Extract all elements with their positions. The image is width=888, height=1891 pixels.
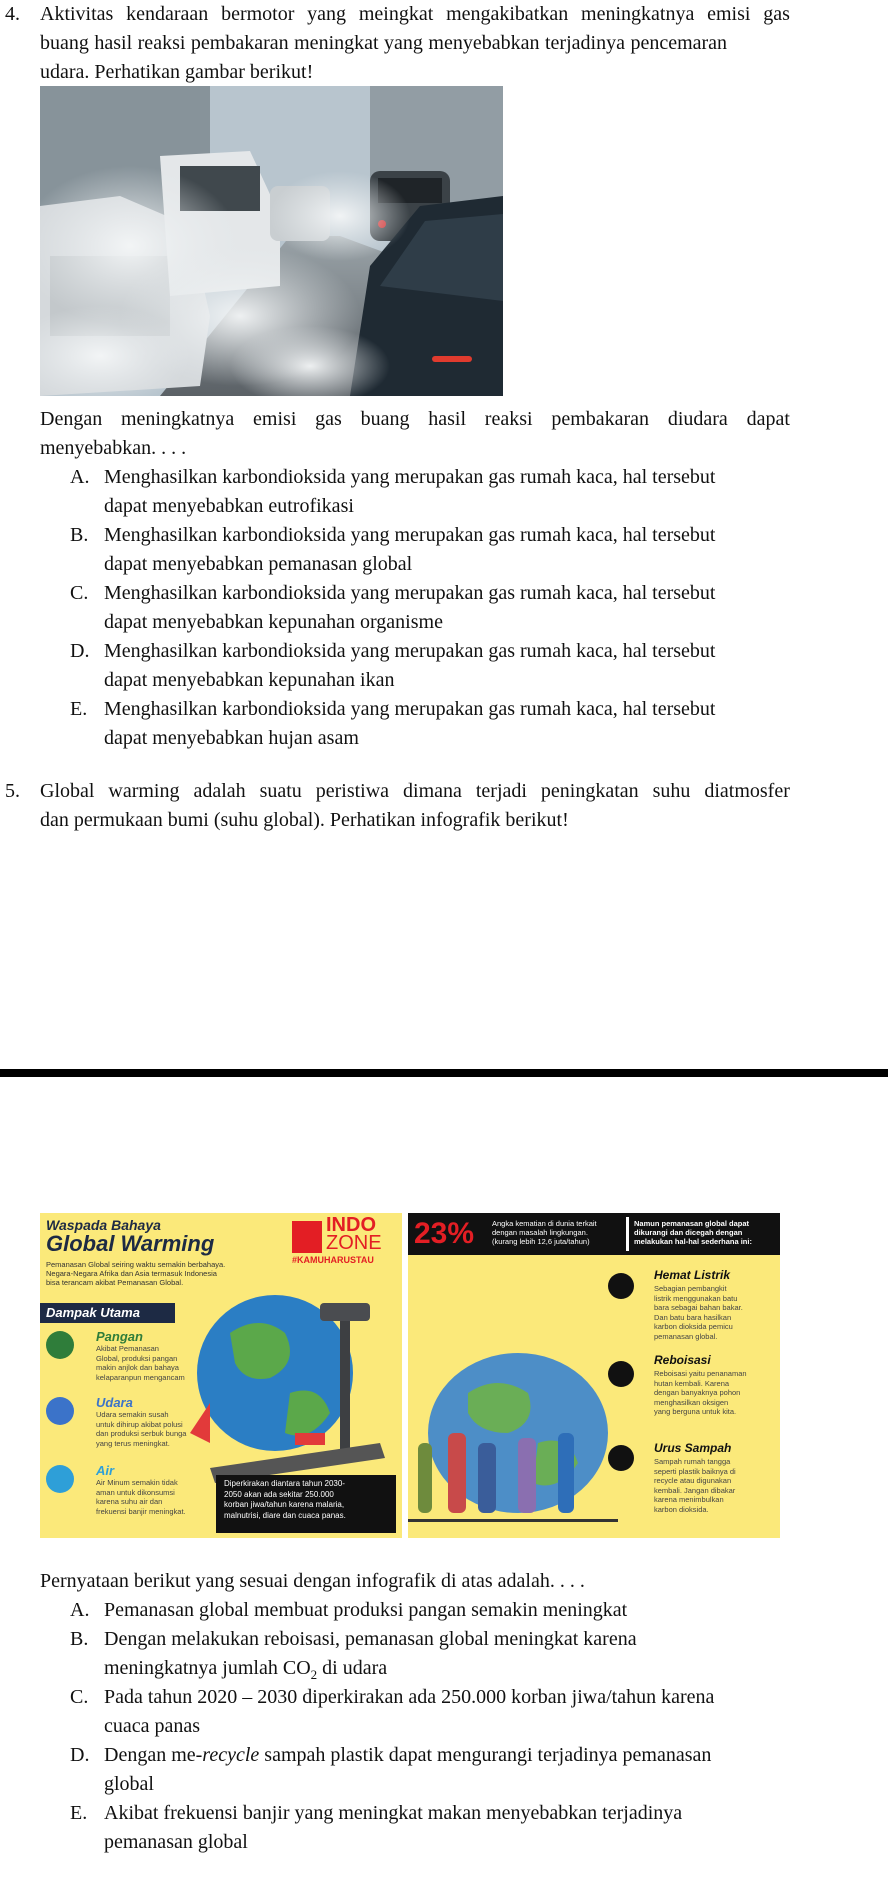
cloud-icon xyxy=(46,1397,74,1425)
impact-title: Udara xyxy=(96,1395,133,1410)
option-text: Dengan melakukan reboisasi, pemanasan global meningkat karena xyxy=(104,1628,637,1650)
q4-stem-line-2: menyebabkan. . . . xyxy=(40,437,187,459)
option-text: Menghasilkan karbondioksida yang merupakan gas rumah kaca, hal tersebut xyxy=(104,466,716,488)
option-text-cont: dapat menyebabkan eutrofikasi xyxy=(104,495,354,517)
lightning-icon xyxy=(608,1273,634,1299)
solution-desc: Reboisasi yaitu penanaman hutan kembali. Karena dengan banyaknya pohon menghasilkan oksigen yang berguna untuk kita. xyxy=(654,1369,747,1416)
option-text: Pemanasan global membuat produksi pangan semakin meningkat xyxy=(104,1599,628,1621)
q4-stem-line-1: Dengan meningkatnya emisi gas buang hasil reaksi pembakaran diudara dapat xyxy=(40,408,790,430)
impact-desc: Akibat Pemanasan Global, produksi pangan makin anjlok dan bahaya kelaparanpun mengancam xyxy=(96,1344,185,1382)
option-text: Menghasilkan karbondioksida yang merupakan gas rumah kaca, hal tersebut xyxy=(104,582,716,604)
lead-line-2: Negara-Negara Afrika dan Asia termasuk Indonesia xyxy=(46,1269,217,1278)
car-exhaust-photo xyxy=(40,86,503,396)
infographic-left-panel xyxy=(40,1213,402,1538)
indozone-logo-icon xyxy=(292,1221,322,1253)
water-drop-icon xyxy=(46,1465,74,1493)
solution-desc: Sebagian pembangkit listrik menggunakan batu bara sebagai bahan bakar. Dan batu bara hasilkan karbon dioksida pemicu pemanasan global. xyxy=(654,1284,743,1341)
option-text: Dengan me-recycle sampah plastik dapat mengurangi terjadinya pemanasan xyxy=(104,1744,712,1766)
option-text-cont: dapat menyebabkan kepunahan organisme xyxy=(104,611,443,633)
option-text: Akibat frekuensi banjir yang meningkat makan menyebabkan terjadinya xyxy=(104,1802,683,1824)
option-text: Menghasilkan karbondioksida yang merupakan gas rumah kaca, hal tersebut xyxy=(104,524,716,546)
info-title: Global Warming xyxy=(46,1231,215,1256)
option-letter: C. xyxy=(70,1686,89,1708)
option-text-cont: dapat menyebabkan hujan asam xyxy=(104,727,359,749)
option-text-cont: pemanasan global xyxy=(104,1831,248,1853)
brand-bottom: ZONE xyxy=(326,1232,382,1254)
solution-title: Hemat Listrik xyxy=(654,1268,731,1282)
option-text: Menghasilkan karbondioksida yang merupakan gas rumah kaca, hal tersebut xyxy=(104,698,716,720)
impact-desc: Udara semakin susah untuk dihirup akibat polusi dan produksi serbuk bunga yang terus meningkat. xyxy=(96,1410,187,1448)
info-kicker: Waspada Bahaya xyxy=(46,1217,161,1233)
q4-intro-line-3: udara. Perhatikan gambar berikut! xyxy=(40,61,314,83)
impact-title: Air xyxy=(96,1463,115,1478)
hashtag: #KAMUHARUSTAU xyxy=(292,1255,374,1265)
option-letter: E. xyxy=(70,1802,88,1824)
tree-icon xyxy=(608,1361,634,1387)
option-letter: B. xyxy=(70,524,89,546)
leaf-icon xyxy=(46,1331,74,1359)
question-number: 4. xyxy=(5,3,20,25)
q5-intro-line-1: Global warming adalah suatu peristiwa dimana terjadi peningkatan suhu diatmosfer xyxy=(40,780,790,802)
solution-desc: Sampah rumah tangga seperti plastik baiknya di recycle atau digunakan kembali. Jangan dibakar karena menimbulkan karbon dioksida. xyxy=(654,1457,736,1514)
lightning-icon xyxy=(608,1445,634,1471)
option-text-cont: dapat menyebabkan kepunahan ikan xyxy=(104,669,395,691)
option-text: Menghasilkan karbondioksida yang merupakan gas rumah kaca, hal tersebut xyxy=(104,640,716,662)
option-letter: C. xyxy=(70,582,89,604)
stat-value: 23% xyxy=(414,1217,475,1250)
stat-text: Angka kematian di dunia terkait dengan masalah lingkungan. (kurang lebih 12,6 juta/tahun) xyxy=(492,1219,597,1246)
q4-intro-line-1: Aktivitas kendaraan bermotor yang meingkat mengakibatkan meningkatnya emisi gas xyxy=(40,3,790,25)
option-text: Pada tahun 2020 – 2030 diperkirakan ada 250.000 korban jiwa/tahun karena xyxy=(104,1686,715,1708)
option-text-cont: global xyxy=(104,1773,154,1795)
option-text-cont: dapat menyebabkan pemanasan global xyxy=(104,553,413,575)
q5-intro-line-2: dan permukaan bumi (suhu global). Perhatikan infografik berikut! xyxy=(40,809,569,831)
page-divider xyxy=(0,1069,888,1077)
q4-intro-line-2: buang hasil reaksi pembakaran meningkat yang menyebabkan terjadinya pencemaran xyxy=(40,32,728,54)
brand-top: INDO xyxy=(326,1214,376,1236)
solution-title: Reboisasi xyxy=(654,1353,711,1367)
globe-treadmill-illustration xyxy=(190,1283,400,1493)
option-letter: A. xyxy=(70,466,90,488)
impact-title: Pangan xyxy=(96,1329,143,1344)
impact-heading: Dampak Utama xyxy=(46,1305,140,1320)
option-letter: D. xyxy=(70,640,90,662)
solution-title: Urus Sampah xyxy=(654,1441,732,1455)
lead-line-3: bisa terancam akibat Pemanasan Global. xyxy=(46,1278,184,1287)
option-letter: B. xyxy=(70,1628,89,1650)
option-text-cont: cuaca panas xyxy=(104,1715,201,1737)
option-letter: E. xyxy=(70,698,88,720)
prevent-text: Namun pemanasan global dapat dikurangi dan dicegah dengan melakukan hal-hal sederhana ini: xyxy=(634,1219,752,1246)
q5-stem: Pernyataan berikut yang sesuai dengan infografik di atas adalah. . . . xyxy=(40,1570,585,1592)
globe-people-illustration xyxy=(408,1333,618,1533)
forecast-text: Diperkirakan diantara tahun 2030- 2050 akan ada sekitar 250.000 korban jiwa/tahun karena malaria, malnutrisi, diare dan cuaca panas. xyxy=(224,1479,346,1520)
option-letter: D. xyxy=(70,1744,90,1766)
option-letter: A. xyxy=(70,1599,90,1621)
question-number: 5. xyxy=(5,780,20,802)
lead-line-1: Pemanasan Global seiring waktu semakin berbahaya. xyxy=(46,1260,226,1269)
impact-desc: Air Minum semakin tidak aman untuk dikonsumsi karena suhu air dan frekuensi banjir meningkat. xyxy=(96,1478,186,1516)
option-text-cont: meningkatnya jumlah $CO_2$ di udara xyxy=(104,1657,388,1682)
infographic-right-panel xyxy=(408,1213,780,1538)
